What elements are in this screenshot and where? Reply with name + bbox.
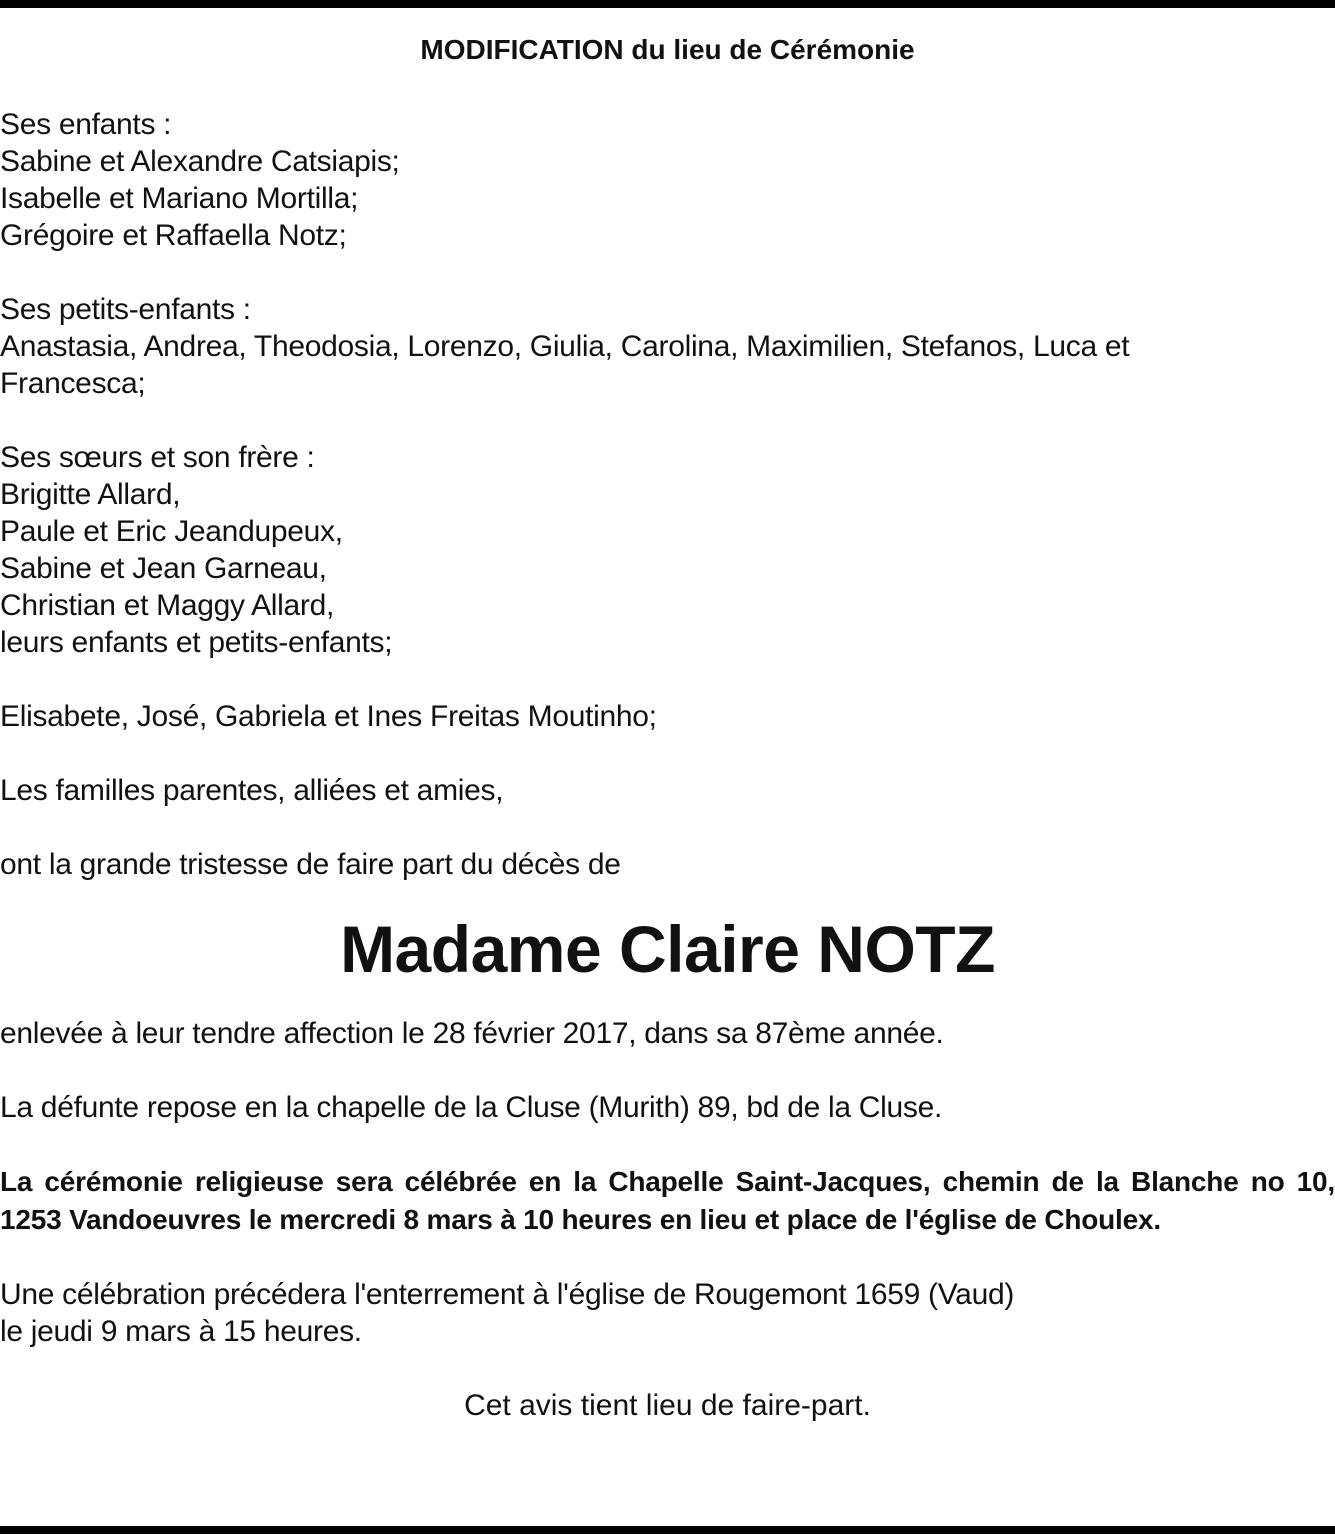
others-line: Elisabete, José, Gabriela et Ines Freitas Moutinho;: [0, 700, 657, 733]
grandchildren-line: Anastasia, Andrea, Theodosia, Lorenzo, Giulia, Carolina, Maximilien, Stefanos, Luca et: [0, 330, 1130, 363]
deceased-name: Madame Claire NOTZ: [340, 912, 995, 986]
grandchildren-section: [0, 291, 1335, 402]
burial-line: le jeudi 9 mars à 15 heures.: [0, 1315, 362, 1348]
obituary-notice: [0, 28, 1335, 1424]
grandchildren-label: Ses petits-enfants :: [0, 293, 251, 326]
families-line: Les familles parentes, alliées et amies,: [0, 774, 504, 807]
bottom-border-rule: [0, 1526, 1335, 1534]
death-info: enlevée à leur tendre affection le 28 février 2017, dans sa 87ème année.: [0, 1017, 944, 1050]
sibling-line: leurs enfants et petits-enfants;: [0, 626, 393, 659]
rest-place: La défunte repose en la chapelle de la Cluse (Murith) 89, bd de la Cluse.: [0, 1091, 943, 1124]
footer-note: Cet avis tient lieu de faire-part.: [464, 1389, 871, 1422]
child-line: Isabelle et Mariano Mortilla;: [0, 182, 359, 215]
sibling-line: Paule et Eric Jeandupeux,: [0, 515, 343, 548]
child-line: Grégoire et Raffaella Notz;: [0, 219, 347, 252]
top-border-rule: [0, 0, 1335, 8]
notice-heading: MODIFICATION du lieu de Cérémonie: [420, 34, 915, 65]
sibling-line: Sabine et Jean Garneau,: [0, 552, 327, 585]
burial-section: [0, 1276, 1335, 1350]
announcement-line: ont la grande tristesse de faire part du décès de: [0, 848, 621, 881]
sibling-line: Christian et Maggy Allard,: [0, 589, 335, 622]
siblings-section: [0, 439, 1335, 661]
children-label: Ses enfants :: [0, 108, 172, 141]
children-section: [0, 106, 1335, 254]
grandchildren-line: Francesca;: [0, 367, 146, 400]
burial-line: Une célébration précédera l'enterrement à l'église de Rougemont 1659 (Vaud): [0, 1278, 1015, 1311]
ceremony-details: La cérémonie religieuse sera célébrée en la Chapelle Saint-Jacques, chemin de la Blanche no 10, 1253 Vandoeuvres le mercredi 8 mars à 10 heures en lieu et place de l'église de Choulex.: [0, 1166, 1335, 1235]
siblings-label: Ses sœurs et son frère :: [0, 441, 315, 474]
sibling-line: Brigitte Allard,: [0, 478, 181, 511]
child-line: Sabine et Alexandre Catsiapis;: [0, 145, 400, 178]
